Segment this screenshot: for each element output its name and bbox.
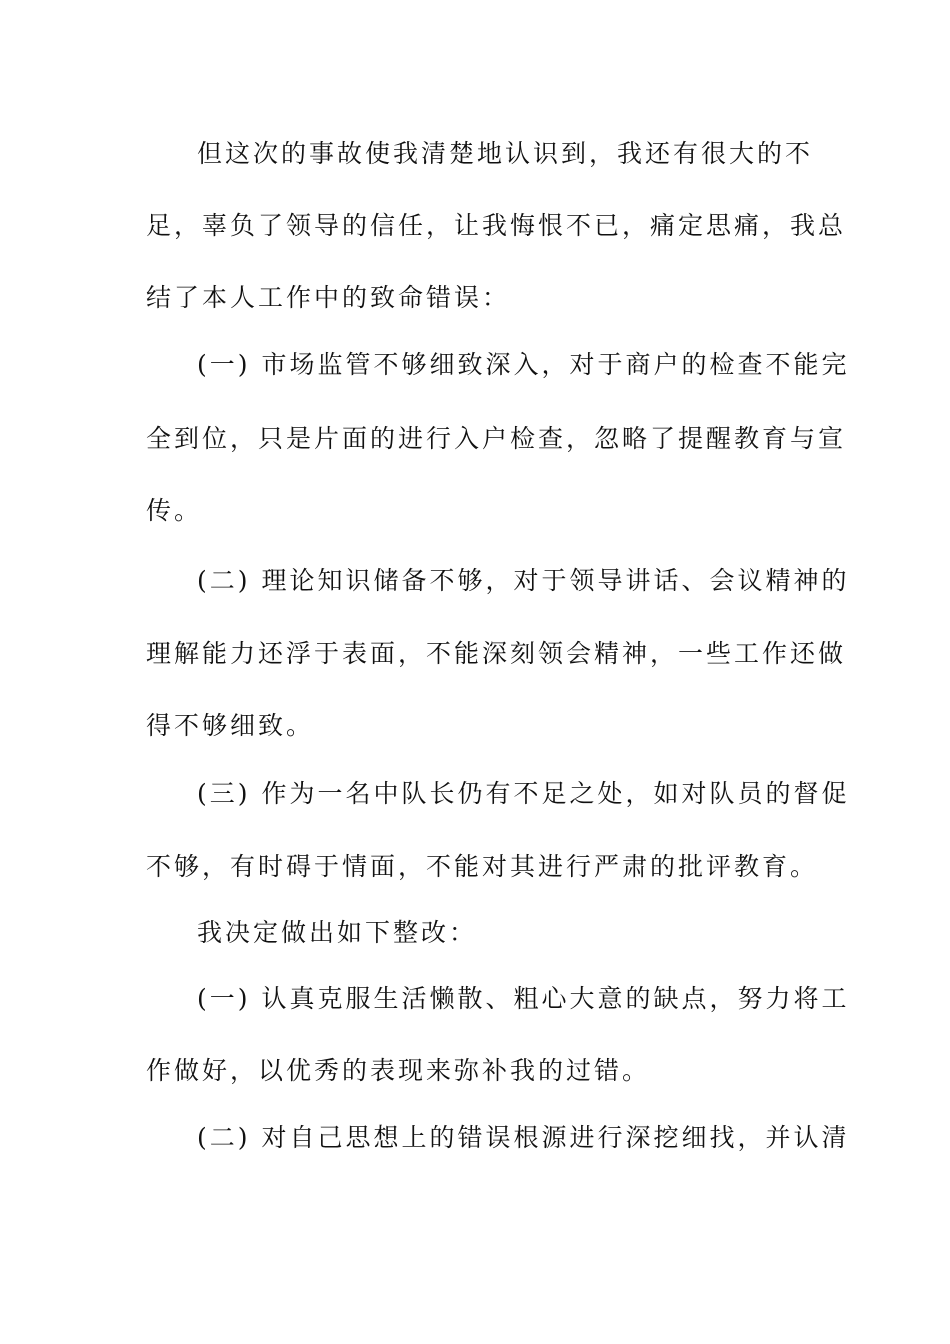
text-line: 全到位，只是片面的进行入户检查，忽略了提醒教育与宣 [146,424,847,453]
text-line: (一) 认真克服生活懒散、粗心大意的缺点，努力将工 [197,984,850,1013]
text-line: (二) 理论知识储备不够，对于领导讲话、会议精神的 [197,566,850,595]
text-line: (一) 市场监管不够细致深入，对于商户的检查不能完 [197,350,850,379]
text-line: 得不够细致。 [146,711,315,740]
text-line: (二) 对自己思想上的错误根源进行深挖细找，并认清 [197,1123,850,1152]
text-line: 我决定做出如下整改： [197,918,478,947]
text-line: 理解能力还浮于表面，不能深刻领会精神，一些工作还做 [146,639,847,668]
text-line: 但这次的事故使我清楚地认识到，我还有很大的不 [197,139,814,168]
text-line: 不够，有时碍于情面，不能对其进行严肃的批评教育。 [146,852,819,881]
text-line: 足，辜负了领导的信任，让我悔恨不已，痛定思痛，我总 [146,211,847,240]
text-line: (三) 作为一名中队长仍有不足之处，如对队员的督促 [197,779,850,808]
text-line: 作做好，以优秀的表现来弥补我的过错。 [146,1056,651,1085]
text-line: 结了本人工作中的致命错误： [146,283,511,312]
text-line: 传。 [146,496,203,525]
